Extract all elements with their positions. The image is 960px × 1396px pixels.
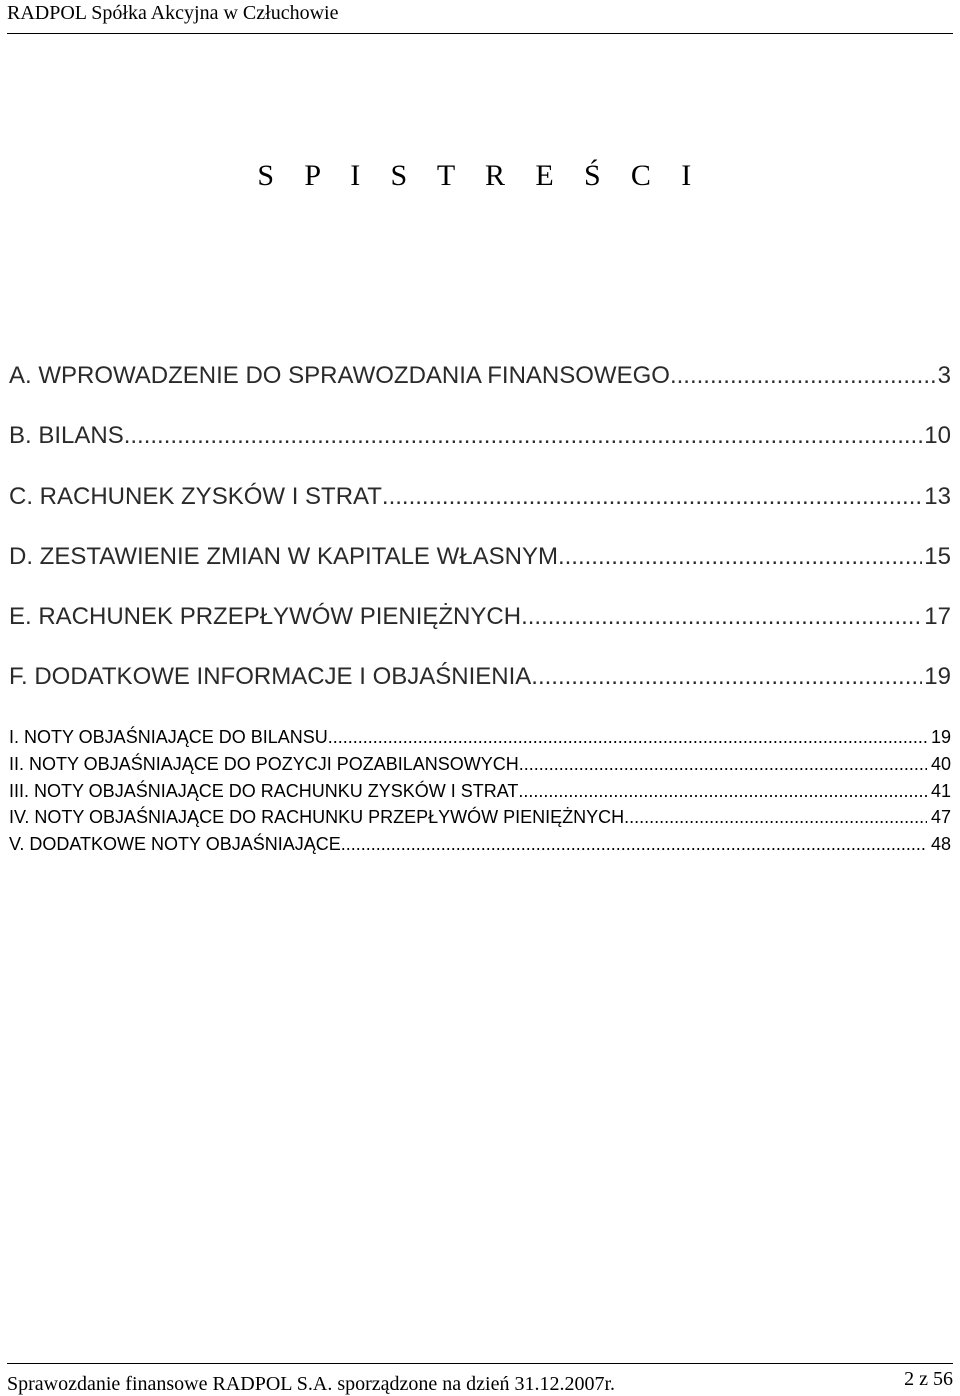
- toc-entry-page: 17: [924, 603, 951, 630]
- toc-subentry-iii[interactable]: [9, 779, 951, 805]
- toc-entry-page: 15: [924, 543, 951, 570]
- toc-entry-c[interactable]: [9, 482, 951, 514]
- toc-dot-leader: [519, 752, 927, 776]
- toc-subentry-page: 41: [930, 781, 951, 801]
- toc-dot-leader: [624, 805, 927, 829]
- toc-subentry-label: III. NOTY OBJAŚNIAJĄCE DO RACHUNKU ZYSKÓW I STRAT: [9, 781, 519, 801]
- toc-dot-leader: [521, 602, 922, 632]
- toc-subentry-iv[interactable]: [9, 805, 951, 831]
- page-footer: [7, 1363, 953, 1395]
- toc-subentry-page: 19: [930, 727, 951, 747]
- toc-dot-leader: [124, 421, 923, 451]
- header-company: RADPOL Spółka Akcyjna w Człuchowie: [7, 2, 339, 24]
- toc-dot-leader: [531, 662, 922, 692]
- toc-subentry-page: 47: [930, 807, 951, 827]
- toc-entry-d[interactable]: [9, 542, 951, 574]
- toc-entry-label: C. RACHUNEK ZYSKÓW I STRAT: [9, 483, 382, 510]
- toc-subentry-page: 40: [930, 754, 951, 774]
- toc-entry-a[interactable]: [9, 361, 951, 393]
- toc-entry-page: 13: [924, 483, 951, 510]
- toc-entry-label: E. RACHUNEK PRZEPŁYWÓW PIENIĘŻNYCH: [9, 603, 522, 630]
- toc-entry-page: 3: [937, 362, 951, 389]
- toc-entry-label: F. DODATKOWE INFORMACJE I OBJAŚNIENIA: [9, 663, 532, 690]
- toc-subentry-label: I. NOTY OBJAŚNIAJĄCE DO BILANSU: [9, 727, 328, 747]
- toc-dot-leader: [328, 725, 927, 749]
- toc-dot-leader: [670, 361, 936, 391]
- toc-subentry-page: 48: [930, 834, 951, 854]
- toc-subentry-label: IV. NOTY OBJAŚNIAJĄCE DO RACHUNKU PRZEPŁYWÓW PIENIĘŻNYCH: [9, 807, 625, 827]
- toc-subentry-i[interactable]: [9, 725, 951, 751]
- toc-entry-page: 10: [924, 422, 951, 449]
- toc-subentry-v[interactable]: [9, 832, 951, 858]
- toc-entry-label: A. WPROWADZENIE DO SPRAWOZDANIA FINANSOWEGO: [9, 362, 670, 389]
- toc-entry-b[interactable]: [9, 421, 951, 453]
- toc-dot-leader: [518, 779, 927, 803]
- toc-subentry-label: II. NOTY OBJAŚNIAJĄCE DO POZYCJI POZABILANSOWYCH: [9, 754, 519, 774]
- toc-dot-leader: [382, 482, 922, 512]
- page-header: [7, 0, 953, 34]
- toc-subentry-label: V. DODATKOWE NOTY OBJAŚNIAJĄCE: [9, 834, 341, 854]
- toc-entry-label: B. BILANS: [9, 422, 124, 449]
- page-title: S P I S T R E Ś C I: [257, 159, 703, 192]
- toc-entry-label: D. ZESTAWIENIE ZMIAN W KAPITALE WŁASNYM: [9, 543, 558, 570]
- toc-entry-page: 19: [924, 663, 951, 690]
- toc-dot-leader: [558, 542, 922, 572]
- toc-dot-leader: [341, 832, 927, 856]
- footer-page-number: 2 z 56: [904, 1368, 953, 1390]
- toc-subentry-ii[interactable]: [9, 752, 951, 778]
- footer-document-info: Sprawozdanie finansowe RADPOL S.A. sporządzone na dzień 31.12.2007r.: [7, 1373, 616, 1395]
- toc-entry-e[interactable]: [9, 602, 951, 634]
- toc-entry-f[interactable]: [9, 662, 951, 694]
